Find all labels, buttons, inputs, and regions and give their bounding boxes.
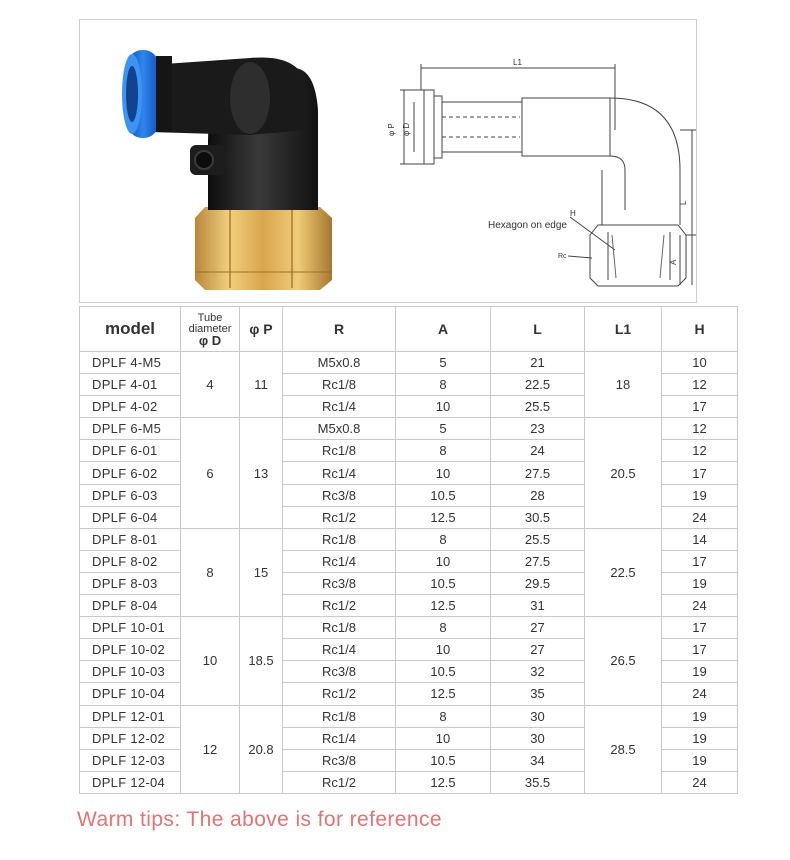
a-label: A	[669, 259, 678, 265]
l-cell: 31	[491, 595, 585, 617]
a-cell: 10	[396, 550, 491, 572]
model-cell: DPLF 10-04	[80, 683, 181, 705]
model-cell: DPLF 8-01	[80, 528, 181, 550]
table-row	[80, 352, 738, 374]
l-cell: 23	[491, 418, 585, 440]
header-p: φ P	[240, 307, 283, 352]
a-cell: 10.5	[396, 572, 491, 594]
l-cell: 22.5	[491, 374, 585, 396]
a-cell: 8	[396, 705, 491, 727]
h-cell: 19	[662, 727, 738, 749]
h-cell: 10	[662, 352, 738, 374]
l-cell: 30	[491, 727, 585, 749]
h-cell: 17	[662, 396, 738, 418]
r-cell: Rc1/2	[283, 595, 396, 617]
header-tube-diameter	[181, 307, 240, 352]
spec-table-body	[80, 352, 738, 794]
model-cell: DPLF 12-04	[80, 771, 181, 793]
l-cell: 27.5	[491, 550, 585, 572]
h-cell: 12	[662, 374, 738, 396]
p-cell: 18.5	[240, 617, 283, 705]
p-cell: 11	[240, 352, 283, 418]
l-cell: 34	[491, 749, 585, 771]
h-cell: 17	[662, 462, 738, 484]
a-cell: 8	[396, 440, 491, 462]
h-cell: 12	[662, 418, 738, 440]
a-cell: 10	[396, 462, 491, 484]
h-cell: 17	[662, 639, 738, 661]
p-cell: 20.8	[240, 705, 283, 793]
h-label: H	[570, 209, 576, 218]
r-cell: Rc3/8	[283, 572, 396, 594]
table-row	[80, 705, 738, 727]
r-cell: M5x0.8	[283, 418, 396, 440]
model-cell: DPLF 10-01	[80, 617, 181, 639]
r-cell: Rc3/8	[283, 749, 396, 771]
r-cell: Rc1/8	[283, 374, 396, 396]
l-cell: 35.5	[491, 771, 585, 793]
hexagon-note: Hexagon on edge	[488, 220, 567, 231]
d-label: φ D	[402, 122, 411, 136]
h-cell: 19	[662, 661, 738, 683]
l-cell: 21	[491, 352, 585, 374]
table-row	[80, 617, 738, 639]
tube-diameter-cell: 4	[181, 352, 240, 418]
h-cell: 19	[662, 705, 738, 727]
l1-label: L1	[513, 58, 522, 67]
model-cell: DPLF 8-03	[80, 572, 181, 594]
model-cell: DPLF 12-02	[80, 727, 181, 749]
a-cell: 10	[396, 727, 491, 749]
l-cell: 30	[491, 705, 585, 727]
a-cell: 10.5	[396, 749, 491, 771]
header-row	[80, 307, 738, 352]
a-cell: 10	[396, 639, 491, 661]
l-cell: 29.5	[491, 572, 585, 594]
l-cell: 30.5	[491, 506, 585, 528]
a-cell: 10.5	[396, 661, 491, 683]
model-cell: DPLF 6-02	[80, 462, 181, 484]
blue-collet	[122, 50, 172, 138]
fitting-photo	[80, 20, 380, 302]
l-cell: 27	[491, 617, 585, 639]
rc-label: Rc	[558, 253, 567, 260]
l1-cell: 22.5	[585, 528, 662, 616]
l-cell: 24	[491, 440, 585, 462]
l-cell: 27.5	[491, 462, 585, 484]
model-cell: DPLF 8-02	[80, 550, 181, 572]
p-label: φ P	[387, 123, 396, 136]
l1-cell: 28.5	[585, 705, 662, 793]
l-cell: 27	[491, 639, 585, 661]
a-cell: 8	[396, 374, 491, 396]
warm-tips: Warm tips: The above is for reference	[77, 808, 442, 831]
r-cell: Rc3/8	[283, 661, 396, 683]
r-cell: Rc1/8	[283, 617, 396, 639]
r-cell: Rc1/2	[283, 683, 396, 705]
model-cell: DPLF 4-02	[80, 396, 181, 418]
r-cell: Rc1/2	[283, 771, 396, 793]
tube-diameter-cell: 10	[181, 617, 240, 705]
a-cell: 12.5	[396, 683, 491, 705]
h-cell: 24	[662, 683, 738, 705]
h-cell: 12	[662, 440, 738, 462]
a-cell: 8	[396, 528, 491, 550]
header-tube-line3: φ D	[198, 332, 222, 348]
table-row	[80, 528, 738, 550]
a-cell: 5	[396, 418, 491, 440]
h-cell: 24	[662, 771, 738, 793]
product-figure-panel	[79, 19, 697, 303]
model-cell: DPLF 10-03	[80, 661, 181, 683]
h-cell: 19	[662, 572, 738, 594]
a-cell: 10.5	[396, 484, 491, 506]
r-cell: Rc1/4	[283, 396, 396, 418]
spec-table	[79, 306, 738, 794]
r-cell: Rc1/8	[283, 705, 396, 727]
model-cell: DPLF 10-02	[80, 639, 181, 661]
model-cell: DPLF 6-03	[80, 484, 181, 506]
model-cell: DPLF 6-04	[80, 506, 181, 528]
h-cell: 14	[662, 528, 738, 550]
model-cell: DPLF 12-01	[80, 705, 181, 727]
model-cell: DPLF 6-M5	[80, 418, 181, 440]
model-cell: DPLF 4-M5	[80, 352, 181, 374]
header-l: L	[491, 307, 585, 352]
a-cell: 10	[396, 396, 491, 418]
r-cell: M5x0.8	[283, 352, 396, 374]
h-cell: 17	[662, 550, 738, 572]
l-cell: 28	[491, 484, 585, 506]
tube-diameter-cell: 8	[181, 528, 240, 616]
a-cell: 12.5	[396, 595, 491, 617]
l-cell: 32	[491, 661, 585, 683]
r-cell: Rc1/4	[283, 462, 396, 484]
h-cell: 24	[662, 595, 738, 617]
p-cell: 15	[240, 528, 283, 616]
model-cell: DPLF 8-04	[80, 595, 181, 617]
a-cell: 12.5	[396, 506, 491, 528]
tube-diameter-cell: 12	[181, 705, 240, 793]
header-h: H	[662, 307, 738, 352]
a-cell: 12.5	[396, 771, 491, 793]
r-cell: Rc1/4	[283, 639, 396, 661]
r-cell: Rc1/4	[283, 550, 396, 572]
r-cell: Rc1/8	[283, 440, 396, 462]
p-cell: 13	[240, 418, 283, 528]
h-cell: 19	[662, 484, 738, 506]
header-tube-line1: Tube	[197, 311, 223, 324]
model-cell: DPLF 6-01	[80, 440, 181, 462]
technical-drawing	[380, 20, 696, 302]
model-cell: DPLF 12-03	[80, 749, 181, 771]
a-cell: 8	[396, 617, 491, 639]
r-cell: Rc1/8	[283, 528, 396, 550]
a-cell: 5	[396, 352, 491, 374]
r-cell: Rc1/2	[283, 506, 396, 528]
l-cell: 25.5	[491, 396, 585, 418]
l1-cell: 18	[585, 352, 662, 418]
l1-cell: 20.5	[585, 418, 662, 528]
header-r: R	[283, 307, 396, 352]
l1-cell: 26.5	[585, 617, 662, 705]
header-l1: L1	[585, 307, 662, 352]
h-cell: 17	[662, 617, 738, 639]
h-cell: 19	[662, 749, 738, 771]
r-cell: Rc3/8	[283, 484, 396, 506]
header-model: model	[80, 307, 181, 352]
l-label: L	[679, 200, 688, 205]
header-a: A	[396, 307, 491, 352]
table-row	[80, 418, 738, 440]
model-cell: DPLF 4-01	[80, 374, 181, 396]
h-cell: 24	[662, 506, 738, 528]
tube-diameter-cell: 6	[181, 418, 240, 528]
header-tube-line2: diameter	[188, 322, 232, 335]
r-cell: Rc1/4	[283, 727, 396, 749]
l-cell: 25.5	[491, 528, 585, 550]
l-cell: 35	[491, 683, 585, 705]
brass-hex-nut	[195, 207, 332, 290]
